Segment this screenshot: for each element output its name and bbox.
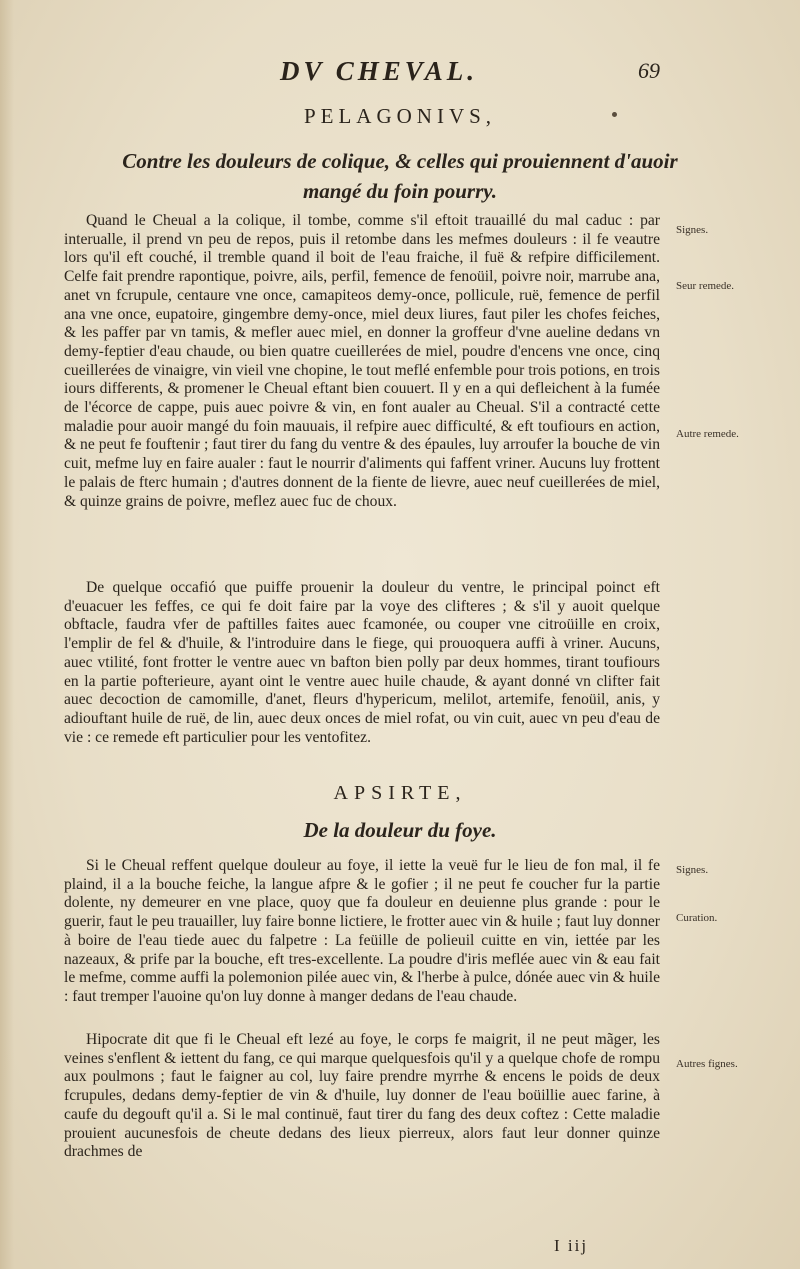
- chapter-title: [80, 146, 720, 206]
- paragraph-foye: Si le Cheual reffent quelque douleur au foye, il iette la veuë fur le lieu de fon mal, il fe plaind, il a la bouche feiche, la langue afpre & le gofier ; il ne peut fe coucher fur la partie dolente, ny demeurer en vne place, quoy que fa douleur en deuienne plus grande : pour le guerir, faut le peu trauailler, luy faire bonne lictiere, le frotter auec vin & huile ; faut luy donner à boire de l'eau tiede auec du falpetre : La feüille de polieuil cuitte en vin, iettée par les nazeaux, & prife par la bouche, eft tres-excellente. La poudre d'iris meflée auec vin & eau fait le mefme, comme auffi la polemonion pilée auec vin, & l'herbe à pulce, dónée auec vin & huile : faut tremper l'auoine qu'on luy donne à manger dedans de l'eau chaude.: [64, 857, 660, 1005]
- page-number: 69: [638, 58, 660, 83]
- margin-note-signes: Signes.: [676, 224, 709, 236]
- signature-mark: I iij: [554, 1236, 589, 1255]
- margin-note-curation: Curation.: [676, 912, 718, 924]
- running-head: DV CHEVAL.: [280, 56, 479, 86]
- margin-note-autre-remede: Autre remede.: [676, 428, 739, 440]
- ink-dot: [612, 112, 617, 117]
- page-header: [0, 52, 800, 92]
- margin-note-signes-2: Signes.: [676, 864, 709, 876]
- paragraph-ventre: De quelque occafió que puiffe prouenir la douleur du ventre, le principal poinct eft d'euacuer les feffes, ce qui fe doit faire par la voye des clifteres ; & s'il y auoit quelque obftacle, faudra vfer de paftilles faites auec fcamonée, ou couper vne citroüille en croix, l'emplir de fel & d'huile, & l'introduire dans le fiege, qui prouoquera auffi à vriner. Aucuns, auec vtilité, font frotter le ventre auec vn bafton bien polly par deux hommes, tirant toufiours en la partie pofterieure, ayant oint le ventre auec huile chaude, & ayant donné vn clifter fait auec decoction de camomille, d'anet, fleurs d'hypericum, melilot, artemife, fenoüil, anis, y adiouftant huile de ruë, de lin, auec deux onces de miel rofat, ou vin cuit, auec vn peu d'eau de vie : ce remede eft particulier pour les ventofitez.: [64, 579, 660, 746]
- chapter-title-line2: mangé du foin pourry.: [302, 179, 498, 203]
- section-subheading: De la douleur du foye.: [303, 818, 497, 842]
- chapter-title-line1: Contre les douleurs de colique, & celles qui prouiennent d'auoir: [122, 149, 678, 173]
- paragraph-colique: Quand le Cheual a la colique, il tombe, comme s'il eftoit trauaillé du mal caduc : par interualle, il prend vn peu de repos, puis il retombe dans les mefmes douleurs : il fe veautre lors qu'il eft couché, il tremble quand il boit de l'eau fraiche, il fuë & refpire difficilement. Celfe fait prendre rapontique, poivre, ails, perfil, femence de fenoüil, poivre noir, marrube ana, anet vn fcrupule, centaure vne once, camapiteos demy-once, pollicule, ruë, femence de perfil ana vne once, eupatoire, gingembre demy-once, miel deux liures, faut piler les chofes feiches, & les paffer par vn tamis, & mefler auec miel, en donner la groffeur d'vne aueline dedans vn demy-feptier d'eau chaude, ou bien quatre cueillerées de miel, poudre d'encens vne once, cinq cueillerées de vinaigre, vin vieil vne chopine, le tout meflé enfemble pour trois potions, en trois iours differents, & promener le Cheual eftant bien couuert. Il y en a qui defleichent à la fumée de l'écorce de cappe, puis auec poivre & vin, en font aualer au Cheual. S'il a contracté cette maladie pour auoir mangé du foin mauuais, il refpire auec difficulté, & eft toufiours en action, & ne peut fe fouftenir ; faut tirer du fang du ventre & des épaules, luy arroufer la bouche de vin cuit, mefme luy en faire aualer : faut le nourrir d'aliments qui faffent vriner. Aucuns luy frottent le palais de fterc humain ; d'autres donnent de la fiente de lievre, auec neuf cueillerées de miel, & quinze grains de poivre, meflez auec fuc de choux.: [64, 212, 660, 510]
- margin-note-autres-signes: Autres fignes.: [676, 1058, 738, 1070]
- section-heading: APSIRTE,: [333, 782, 467, 804]
- margin-note-seur-remede: Seur remede.: [676, 280, 735, 292]
- paragraph-hipocrate: Hipocrate dit que fi le Cheual eft lezé au foye, le corps fe maigrit, il ne peut mãger, les veines s'enflent & iettent du fang, ce qui marque quelquesfois qu'il y a quelque chofe de rompu aux poulmons ; faut le faigner au col, luy faire prendre myrrhe & encens le poids de deux fcrupules, dedans demy-feptier de vin & d'huile, luy donner de l'eau boüillie auec farine, à caufe du degouft qu'il a. Si le mal continuë, faut tirer du fang des deux coftez : Cette maladie prouient aucunesfois de cheute dedans des lieux pierreux, alors faut leur donner quinze drachmes de: [64, 1031, 660, 1161]
- page-edge-shadow: [0, 0, 14, 1269]
- author-heading: PELAGONIVS,: [303, 104, 497, 128]
